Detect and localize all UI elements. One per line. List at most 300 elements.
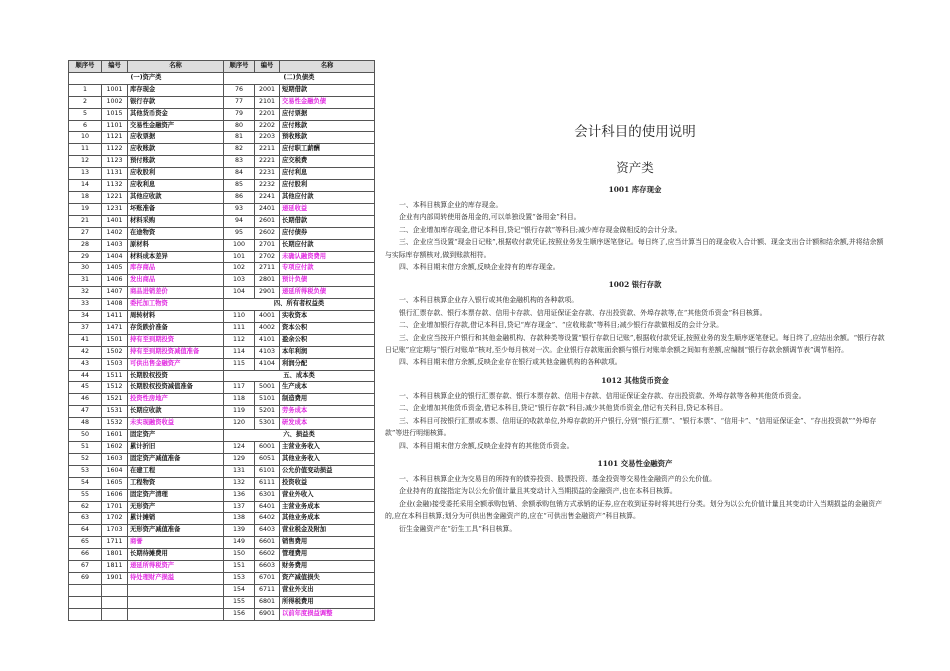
account-code-table	[68, 60, 375, 621]
code-cell: 2401	[255, 203, 280, 215]
code-cell: 2231	[255, 168, 280, 180]
seq-cell: 82	[224, 144, 255, 156]
code-cell: 2701	[255, 239, 280, 251]
name-cell: 应付利息	[280, 168, 375, 180]
name-cell: 交易性金融资产	[128, 120, 224, 132]
paragraph: 一、本科目核算企业的库存现金。	[399, 201, 503, 209]
code-cell: 1901	[102, 572, 128, 584]
seq-cell: 112	[224, 334, 255, 346]
seq-cell: 43	[69, 358, 102, 370]
name-cell: 应收股利	[128, 168, 224, 180]
seq-cell: 31	[69, 275, 102, 287]
code-cell: 2203	[255, 132, 280, 144]
seq-cell: 67	[69, 561, 102, 573]
code-cell: 2101	[255, 96, 280, 108]
seq-cell	[69, 584, 102, 596]
seq-cell: 47	[69, 406, 102, 418]
name-cell: 所得税费用	[280, 596, 375, 608]
code-cell: 1701	[102, 501, 128, 513]
name-cell: 资本公积	[280, 322, 375, 334]
seq-cell: 42	[69, 346, 102, 358]
seq-cell: 27	[69, 227, 102, 239]
name-cell: 无形资产	[128, 501, 224, 513]
code-cell: 1502	[102, 346, 128, 358]
table-row	[69, 168, 375, 180]
seq-cell: 18	[69, 191, 102, 203]
name-cell: 营业外收入	[280, 489, 375, 501]
seq-cell: 2	[69, 96, 102, 108]
seq-cell: 138	[224, 513, 255, 525]
seq-cell: 137	[224, 501, 255, 513]
table-row	[69, 382, 375, 394]
seq-cell: 120	[224, 418, 255, 430]
name-cell: 利润分配	[280, 358, 375, 370]
seq-cell: 62	[69, 501, 102, 513]
name-cell: 投资收益	[280, 477, 375, 489]
seq-cell: 1	[69, 84, 102, 96]
name-cell: 预计负债	[280, 275, 375, 287]
name-cell: 短期借款	[280, 84, 375, 96]
name-cell: 以前年度损益调整	[280, 608, 375, 620]
header-name: 名称	[280, 61, 375, 73]
code-cell: 2201	[255, 108, 280, 120]
code-cell: 1101	[102, 120, 128, 132]
seq-cell: 53	[69, 465, 102, 477]
seq-cell: 32	[69, 287, 102, 299]
header-name: 名称	[128, 61, 224, 73]
name-cell: 无形资产减值准备	[128, 525, 224, 537]
name-cell: 其他业务成本	[280, 513, 375, 525]
table-row	[69, 72, 375, 84]
name-cell: 应付职工薪酬	[280, 144, 375, 156]
seq-cell: 104	[224, 287, 255, 299]
name-cell: 长期应付款	[280, 239, 375, 251]
table-row	[69, 418, 375, 430]
name-cell: 固定资产	[128, 430, 224, 442]
header-code: 编号	[102, 61, 128, 73]
seq-cell: 149	[224, 537, 255, 549]
name-cell: 预收账款	[280, 132, 375, 144]
code-cell: 1231	[102, 203, 128, 215]
name-cell: 持有至到期投资减值准备	[128, 346, 224, 358]
seq-cell: 119	[224, 406, 255, 418]
seq-cell: 63	[69, 513, 102, 525]
name-cell: 主营业务成本	[280, 501, 375, 513]
code-cell: 6602	[255, 549, 280, 561]
seq-cell: 101	[224, 251, 255, 263]
name-cell: 应付债券	[280, 227, 375, 239]
code-cell: 2202	[255, 120, 280, 132]
seq-cell: 12	[69, 156, 102, 168]
code-cell: 1122	[102, 144, 128, 156]
code-cell: 6601	[255, 537, 280, 549]
code-cell: 1401	[102, 215, 128, 227]
table-row	[69, 239, 375, 251]
table-row	[69, 84, 375, 96]
seq-cell: 154	[224, 584, 255, 596]
seq-cell: 95	[224, 227, 255, 239]
name-cell: 待处理财产损溢	[128, 572, 224, 584]
name-cell: 递延所得税负债	[280, 287, 375, 299]
section-heading: 1101 交易性金融资产	[597, 458, 673, 468]
name-cell	[128, 608, 224, 620]
table-row	[69, 465, 375, 477]
table-row	[69, 120, 375, 132]
seq-cell: 155	[224, 596, 255, 608]
code-cell: 1532	[102, 418, 128, 430]
seq-cell: 52	[69, 453, 102, 465]
name-cell: 库存商品	[128, 263, 224, 275]
name-cell: 未确认融资费用	[280, 251, 375, 263]
code-cell: 4101	[255, 334, 280, 346]
name-cell	[128, 596, 224, 608]
name-cell: 商誉	[128, 537, 224, 549]
seq-cell: 50	[69, 430, 102, 442]
code-cell: 2221	[255, 156, 280, 168]
header-code: 编号	[255, 61, 280, 73]
name-cell: 工程物资	[128, 477, 224, 489]
code-cell: 1521	[102, 394, 128, 406]
table-row	[69, 346, 375, 358]
seq-cell: 118	[224, 394, 255, 406]
table-row	[69, 334, 375, 346]
seq-cell: 111	[224, 322, 255, 334]
code-cell: 2901	[255, 287, 280, 299]
code-cell: 1711	[102, 537, 128, 549]
seq-cell: 79	[224, 108, 255, 120]
code-cell: 6001	[255, 442, 280, 454]
code-cell: 1601	[102, 430, 128, 442]
name-cell: 交易性金融负债	[280, 96, 375, 108]
name-cell: 应付股利	[280, 180, 375, 192]
name-cell: 应收账款	[128, 144, 224, 156]
code-cell: 2711	[255, 263, 280, 275]
seq-cell: 150	[224, 549, 255, 561]
seq-cell: 14	[69, 180, 102, 192]
header-seq: 顺序号	[224, 61, 255, 73]
paragraph: 三、本科目可按银行汇票或本票、信用证的收款单位,外埠存款的开户银行,分别“银行汇票”、“银行本票”、“信用卡”、“信用证保证金”、“存出投资款”“外埠存款”等进行明细核算。	[385, 416, 877, 438]
table-row	[69, 287, 375, 299]
code-cell: 2211	[255, 144, 280, 156]
table-header-row	[69, 61, 375, 73]
table-row	[69, 406, 375, 418]
paragraph: 一、本科目核算企业为交易目的所持有的债券投资、股票投资、基金投资等交易性金融资产的公允价值。	[399, 474, 716, 483]
name-cell: 材料采购	[128, 215, 224, 227]
category-heading: 六、损益类	[224, 430, 375, 442]
name-cell: 营业税金及附加	[280, 525, 375, 537]
code-cell: 5101	[255, 394, 280, 406]
seq-cell: 77	[224, 96, 255, 108]
seq-cell: 132	[224, 477, 255, 489]
code-cell: 1602	[102, 442, 128, 454]
section-heading: 1002 银行存款	[608, 280, 662, 290]
seq-cell: 46	[69, 394, 102, 406]
paragraph: 四、本科目期末借方余额,反映企业存在银行或其他金融机构的各种款项。	[399, 358, 622, 367]
code-cell: 2702	[255, 251, 280, 263]
seq-cell: 21	[69, 215, 102, 227]
name-cell: 持有至到期投资	[128, 334, 224, 346]
table-row	[69, 549, 375, 561]
name-cell: 生产成本	[280, 382, 375, 394]
table-row	[69, 311, 375, 323]
table-row	[69, 275, 375, 287]
paragraph: 企业有内部周转使用备用金的,可以单独设置“备用金”科目。	[399, 213, 581, 222]
code-cell: 5001	[255, 382, 280, 394]
section-heading: 1001 库存现金	[608, 185, 662, 194]
doc-title: 会计科目的使用说明	[574, 124, 696, 140]
code-cell	[102, 596, 128, 608]
table-row	[69, 180, 375, 192]
code-cell: 1015	[102, 108, 128, 120]
paragraph: 四、本科目期末借方余额,反映企业持有的库存现金。	[399, 263, 560, 272]
seq-cell: 115	[224, 358, 255, 370]
seq-cell: 83	[224, 156, 255, 168]
seq-cell: 151	[224, 561, 255, 573]
code-cell: 1511	[102, 370, 128, 382]
seq-cell: 114	[224, 346, 255, 358]
table-row	[69, 537, 375, 549]
seq-cell: 110	[224, 311, 255, 323]
code-cell: 6402	[255, 513, 280, 525]
code-cell: 6111	[255, 477, 280, 489]
name-cell: 财务费用	[280, 561, 375, 573]
code-cell: 2001	[255, 84, 280, 96]
seq-cell: 44	[69, 370, 102, 382]
code-cell: 1001	[102, 84, 128, 96]
code-cell: 1604	[102, 465, 128, 477]
seq-cell: 136	[224, 489, 255, 501]
name-cell: 应交税费	[280, 156, 375, 168]
code-cell: 1002	[102, 96, 128, 108]
paragraph: 一、本科目核算企业存入银行或其他金融机构的各种款项。	[399, 296, 579, 305]
name-cell: 库存现金	[128, 84, 224, 96]
code-cell: 2232	[255, 180, 280, 192]
code-cell: 2601	[255, 215, 280, 227]
name-cell: 商品进销差价	[128, 287, 224, 299]
name-cell: 发出商品	[128, 275, 224, 287]
code-cell	[102, 608, 128, 620]
code-cell: 4001	[255, 311, 280, 323]
seq-cell	[69, 608, 102, 620]
name-cell: 应付账款	[280, 120, 375, 132]
table-row	[69, 584, 375, 596]
paragraph: 企业持有的直接指定为以公允价值计量且其变动计入当期损益的金融资产,也在本科目核算。	[399, 487, 677, 496]
code-cell: 5201	[255, 406, 280, 418]
seq-cell: 19	[69, 203, 102, 215]
category-heading: 四、所有者权益类	[224, 299, 375, 311]
table-row	[69, 263, 375, 275]
table-row	[69, 370, 375, 382]
table-row	[69, 394, 375, 406]
seq-cell: 48	[69, 418, 102, 430]
category-heading: (二)负债类	[224, 72, 375, 84]
table-row	[69, 442, 375, 454]
seq-cell: 28	[69, 239, 102, 251]
name-cell	[128, 584, 224, 596]
name-cell: 累计摊销	[128, 513, 224, 525]
name-cell: 应收利息	[128, 180, 224, 192]
seq-cell: 45	[69, 382, 102, 394]
header-seq: 顺序号	[69, 61, 102, 73]
paragraph: 二、企业增加库存现金,借记本科目,贷记“银行存款”等科目;减少库存现金做相反的会计分录。	[399, 225, 682, 234]
seq-cell: 66	[69, 549, 102, 561]
seq-cell: 84	[224, 168, 255, 180]
code-cell: 6301	[255, 489, 280, 501]
paragraph: 三、企业应当按开户银行和其他金融机构、存款种类等设置“银行存款日记账”,根据收付款凭证,按照业务的发生顺序逐笔登记。每日终了,应结出余额。“银行存款日记账”应定期与“银行对账单”核对,至少每月核对一次。企业银行存款账面余额与银行对账单余额之间如有差额,应编制“银行存款余额调节表”调节相符。	[385, 333, 885, 355]
name-cell: 公允价值变动损益	[280, 465, 375, 477]
name-cell: 盈余公积	[280, 334, 375, 346]
name-cell: 递延所得税资产	[128, 561, 224, 573]
name-cell: 制造费用	[280, 394, 375, 406]
name-cell: 长期借款	[280, 215, 375, 227]
code-cell: 1411	[102, 311, 128, 323]
seq-cell	[69, 596, 102, 608]
name-cell: 递延收益	[280, 203, 375, 215]
category-heading: (一)资产类	[69, 72, 224, 84]
name-cell: 劳务成本	[280, 406, 375, 418]
name-cell: 周转材料	[128, 311, 224, 323]
seq-cell: 11	[69, 144, 102, 156]
code-cell: 1123	[102, 156, 128, 168]
name-cell: 销售费用	[280, 537, 375, 549]
name-cell: 研发成本	[280, 418, 375, 430]
seq-cell: 6	[69, 120, 102, 132]
code-cell: 6401	[255, 501, 280, 513]
seq-cell: 30	[69, 263, 102, 275]
name-cell: 在建工程	[128, 465, 224, 477]
code-cell: 1408	[102, 299, 128, 311]
paragraph: 四、本科目期末借方余额,反映企业持有的其他货币资金。	[399, 441, 574, 450]
seq-cell: 13	[69, 168, 102, 180]
code-cell: 6901	[255, 608, 280, 620]
name-cell: 营业外支出	[280, 584, 375, 596]
code-cell: 1503	[102, 358, 128, 370]
code-cell: 1402	[102, 227, 128, 239]
seq-cell: 153	[224, 572, 255, 584]
table-row	[69, 322, 375, 334]
table-row	[69, 251, 375, 263]
code-cell: 1471	[102, 322, 128, 334]
seq-cell: 85	[224, 180, 255, 192]
code-cell: 1405	[102, 263, 128, 275]
name-cell: 专项应付款	[280, 263, 375, 275]
name-cell: 委托加工物资	[128, 299, 224, 311]
seq-cell: 86	[224, 191, 255, 203]
seq-cell: 69	[69, 572, 102, 584]
code-cell: 1606	[102, 489, 128, 501]
paragraph: 三、企业应当设置“现金日记账”,根据收付款凭证,按照业务发生顺序逐笔登记。每日终了,应当计算当日的现金收入合计额、现金支出合计额和结余额,并将结余额与实际库存额核对,做到账款相符。	[385, 238, 884, 259]
code-cell: 1221	[102, 191, 128, 203]
code-cell: 2602	[255, 227, 280, 239]
code-cell: 1131	[102, 168, 128, 180]
category-heading: 五、成本类	[224, 370, 375, 382]
table-row	[69, 203, 375, 215]
seq-cell: 37	[69, 322, 102, 334]
table-row	[69, 191, 375, 203]
seq-cell: 93	[224, 203, 255, 215]
code-cell: 1801	[102, 549, 128, 561]
table-row	[69, 608, 375, 620]
paragraph: 银行汇票存款、银行本票存款、信用卡存款、信用证保证金存款、存出投资款、外埠存款等,在“其他货币资金”科目核算。	[399, 308, 767, 317]
table-row	[69, 453, 375, 465]
table-row	[69, 513, 375, 525]
seq-cell: 139	[224, 525, 255, 537]
paragraph: 一、本科目核算企业的银行汇票存款、银行本票存款、信用卡存款、信用证保证金存款、存出投资款、外埠存款等各种其他货币资金。	[399, 391, 806, 400]
name-cell: 可供出售金融资产	[128, 358, 224, 370]
name-cell: 应收票据	[128, 132, 224, 144]
code-cell: 1605	[102, 477, 128, 489]
table-row	[69, 489, 375, 501]
code-cell: 1603	[102, 453, 128, 465]
seq-cell: 81	[224, 132, 255, 144]
seq-cell: 10	[69, 132, 102, 144]
name-cell: 长期待摊费用	[128, 549, 224, 561]
code-cell: 2241	[255, 191, 280, 203]
seq-cell: 131	[224, 465, 255, 477]
code-cell: 4002	[255, 322, 280, 334]
name-cell: 材料成本差异	[128, 251, 224, 263]
seq-cell: 80	[224, 120, 255, 132]
code-cell: 1404	[102, 251, 128, 263]
table-row	[69, 477, 375, 489]
name-cell: 管理费用	[280, 549, 375, 561]
code-cell: 1403	[102, 239, 128, 251]
code-cell: 5301	[255, 418, 280, 430]
seq-cell: 33	[69, 299, 102, 311]
name-cell: 本年利润	[280, 346, 375, 358]
seq-cell: 102	[224, 263, 255, 275]
code-cell: 1407	[102, 287, 128, 299]
table-row	[69, 132, 375, 144]
name-cell: 原材料	[128, 239, 224, 251]
name-cell: 长期股权投资	[128, 370, 224, 382]
name-cell: 预付账款	[128, 156, 224, 168]
table-row	[69, 596, 375, 608]
code-cell	[102, 584, 128, 596]
seq-cell: 5	[69, 108, 102, 120]
seq-cell: 129	[224, 453, 255, 465]
code-cell: 1531	[102, 406, 128, 418]
seq-cell: 76	[224, 84, 255, 96]
code-cell: 4103	[255, 346, 280, 358]
paragraph: 二、企业增加其他货币资金,借记本科目,贷记“银行存款”科目;减少其他货币资金,借记有关科目,贷记本科目。	[399, 404, 728, 413]
name-cell: 实收资本	[280, 311, 375, 323]
name-cell: 在途物资	[128, 227, 224, 239]
code-cell: 1702	[102, 513, 128, 525]
paragraph: 二、企业增加银行存款,借记本科目,贷记“库存现金”、“应收账款”等科目;减少银行存款做相反的会计分录。	[399, 321, 723, 330]
code-cell: 6051	[255, 453, 280, 465]
code-cell: 1501	[102, 334, 128, 346]
table-row	[69, 525, 375, 537]
table-row	[69, 96, 375, 108]
name-cell: 投资性房地产	[128, 394, 224, 406]
seq-cell: 41	[69, 334, 102, 346]
code-cell: 1406	[102, 275, 128, 287]
name-cell: 长期应收款	[128, 406, 224, 418]
section-heading: 1012 其他货币资金	[601, 375, 669, 385]
name-cell: 未实现融资收益	[128, 418, 224, 430]
paragraph: 企业(金融)接受委托采用全额承购包销、余额承购包销方式承销的证券,应在收到证券时将其进行分类。划分为以公允价值计量且其变动计入当期损益的金融资产的,应在本科目核算;划分为可供出售金融资产的,应在“可供出售金融资产”科目核算。	[385, 499, 883, 521]
table-row	[69, 358, 375, 370]
code-cell: 4104	[255, 358, 280, 370]
code-cell: 1121	[102, 132, 128, 144]
code-cell: 6711	[255, 584, 280, 596]
seq-cell: 51	[69, 442, 102, 454]
table-row	[69, 108, 375, 120]
name-cell: 累计折旧	[128, 442, 224, 454]
seq-cell: 103	[224, 275, 255, 287]
table-row	[69, 227, 375, 239]
